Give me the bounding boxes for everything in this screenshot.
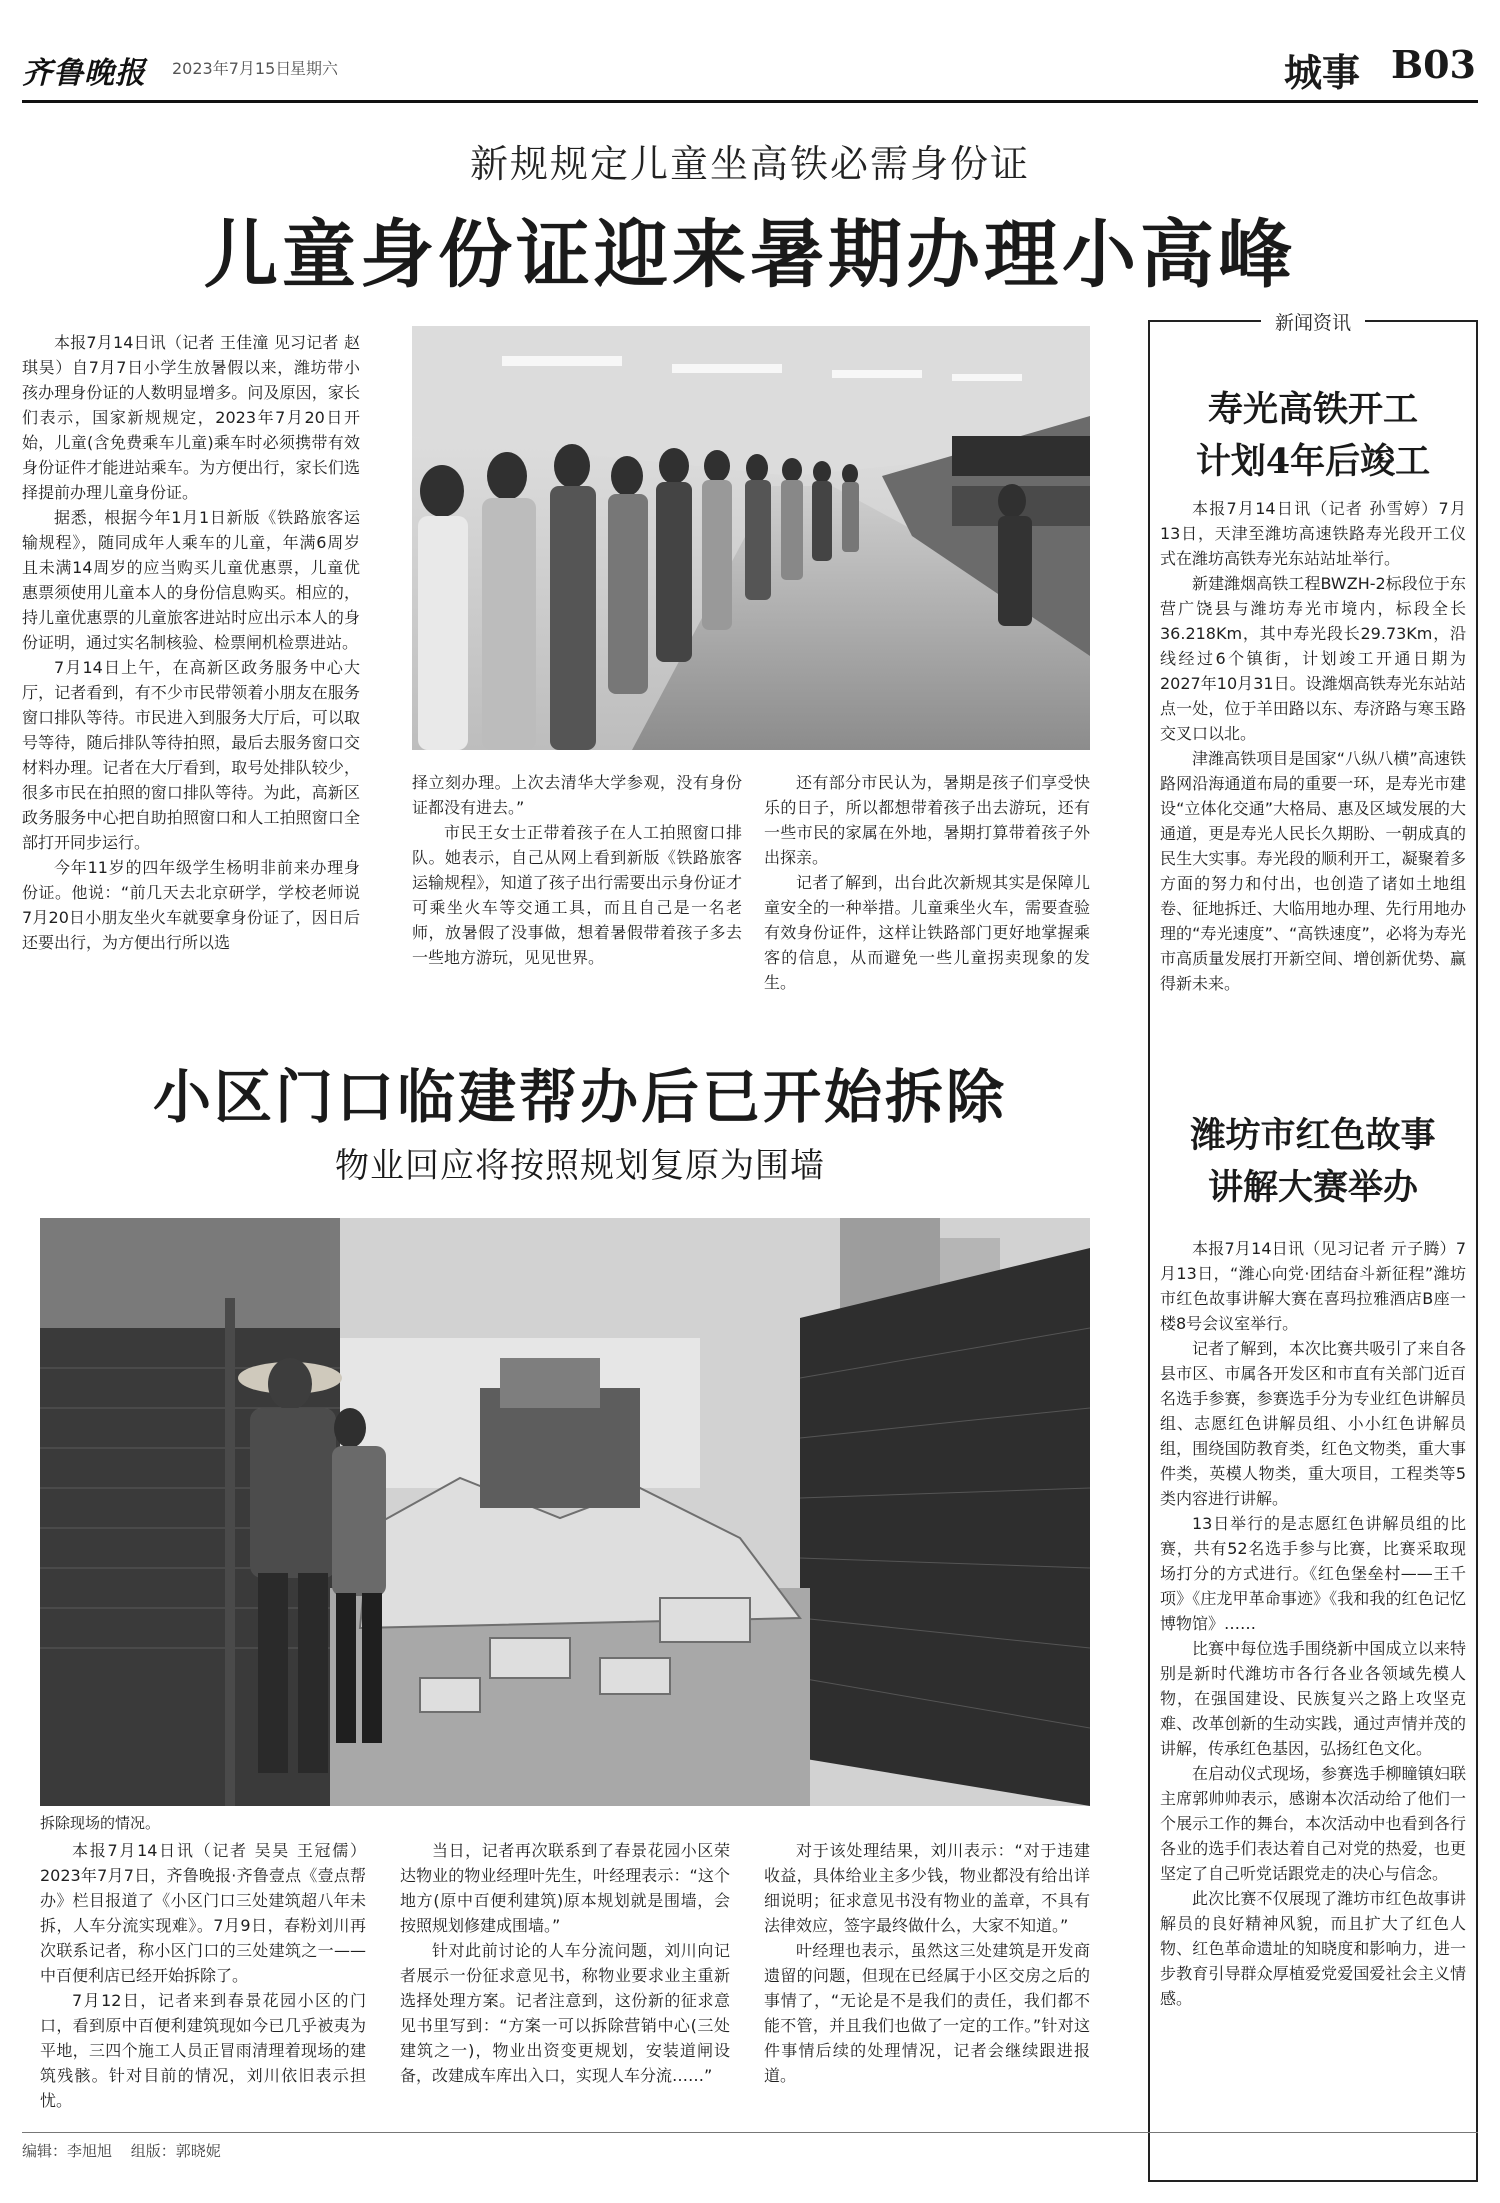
sidebar-item1-para: 津潍高铁项目是国家“八纵八横”高速铁路网沿海通道布局的重要一环，是寿光市建设“立体化交通”大格局、惠及区域发展的大通道，更是寿光人民长久期盼、一朝成真的民生大实事。寿光段的顺利开工，凝聚着多方面的努力和付出，也创造了诸如土地组卷、征地拆迁、大临用地办理、先行用地办理的“寿光速度”、“高铁速度”，必将为寿光市高质量发展打开新空间、增创新优势、赢得新未来。	[1160, 749, 1466, 993]
newspaper-logo: 齐鲁晚报	[22, 56, 146, 91]
sidebar-item1-title-line2: 计划4年后竣工	[1195, 441, 1431, 482]
story2-col2-para: 针对此前讨论的人车分流问题，刘川向记者展示一份征求意见书，称物业要求业主重新选择处理方案。记者注意到，这份新的征求意见书里写到：“方案一可以拆除营销中心(三处建筑之一)，物业出资变更规划，安装道闸设备，改建成车库出入口，实现人车分流……”	[400, 1941, 730, 2085]
story2-col2-para: 当日，记者再次联系到了春景花园小区荣达物业的物业经理叶先生，叶经理表示：“这个地方(原中百便利建筑)原本规划就是围墙，会按照规划修建成围墙。”	[400, 1841, 730, 1935]
story1-column-2	[412, 770, 742, 1030]
story1-column-3	[764, 770, 1090, 1030]
story2-column-1	[40, 1838, 366, 2128]
sidebar-tag-wrap	[1148, 312, 1478, 362]
story2-col1-para: 本报7月14日讯（记者 吴昊 王冠儒）2023年7月7日，齐鲁晚报·齐鲁壹点《壹点帮办》栏目报道了《小区门口三处建筑超八年未拆，人车分流实现难》。7月9日，春粉刘川再次联系记者，称小区门口的三处建筑之一——中百便利店已经开始拆除了。	[40, 1841, 366, 1985]
sidebar-item2-para: 此次比赛不仅展现了潍坊市红色故事讲解员的良好精神风貌，而且扩大了红色人物、红色革命遗址的知晓度和影响力，进一步教育引导群众厚植爱党爱国爱社会主义情感。	[1160, 1889, 1466, 2008]
sidebar-item1-title-line1: 寿光高铁开工	[1207, 389, 1418, 430]
story1-col1-para: 本报7月14日讯（记者 王佳潼 见习记者 赵琪昊）自7月7日小学生放暑假以来，潍坊带小孩办理身份证的人数明显增多。问及原因，家长们表示，国家新规规定，2023年7月20日开始，儿童(含免费乘车儿童)乘车时必须携带有效身份证件才能进站乘车。为方便出行，家长们选择提前办理儿童身份证。	[22, 333, 360, 502]
story1-col2-para: 择立刻办理。上次去清华大学参观，没有身份证都没有进去。”	[412, 773, 742, 817]
sidebar-item2-para: 在启动仪式现场，参赛选手柳瞳镇妇联主席郭帅帅表示，感谢本次活动给了他们一个展示工作的舞台，本次活动中也看到各行各业的选手们表达着自己对党的热爱，也更坚定了自己听党话跟党走的决心与信念。	[1160, 1764, 1466, 1883]
section-name: 城事	[1283, 50, 1360, 95]
story1-col3-para: 记者了解到，出台此次新规其实是保障儿童安全的一种举措。儿童乘坐火车，需要查验有效身份证件，这样让铁路部门更好地掌握乘客的信息，从而避免一些儿童拐卖现象的发生。	[764, 873, 1090, 992]
story1-headline: 儿童身份证迎来暑期办理小高峰	[204, 212, 1296, 298]
demolition-site-photo-illustration	[40, 1218, 1090, 1806]
story1-col1-para: 据悉，根据今年1月1日新版《铁路旅客运输规程》，随同成年人乘车的儿童，年满6周岁且未满14周岁的应当购买儿童优惠票，儿童优惠票须使用儿童本人的身份信息购买。相应的，持儿童优惠票的儿童旅客进站时应出示本人的身份证明，通过实名制核验、检票闸机检票进站。	[22, 508, 360, 652]
story1-col2-para: 市民王女士正带着孩子在人工拍照窗口排队。她表示，自己从网上看到新版《铁路旅客运输规程》，知道了孩子出行需要出示身份证才可乘坐火车等交通工具，而且自己是一名老师，放暑假了没事做，想着暑假带着孩子多去一些地方游玩，见见世界。	[412, 823, 742, 967]
sidebar-item1-para: 本报7月14日讯（记者 孙雪婷）7月13日，天津至潍坊高速铁路寿光段开工仪式在潍坊高铁寿光东站站址举行。	[1160, 499, 1466, 568]
story1-column-1	[22, 330, 360, 1030]
demolition-site-photo	[40, 1218, 1090, 1806]
sidebar-item1-para: 新建潍烟高铁工程BWZH-2标段位于东营广饶县与潍坊寿光市境内，标段全长36.218Km，其中寿光段长29.73Km，沿线经过6个镇街，计划竣工开通日期为2027年10月31日。设潍烟高铁寿光东站站点一处，位于羊田路以东、寿济路与寒玉路交叉口以北。	[1160, 574, 1466, 743]
editor-credit: 编辑：李旭旭	[22, 2142, 113, 2160]
sidebar-item2-para: 记者了解到，本次比赛共吸引了来自各县市区、市属各开发区和市直有关部门近百名选手参赛，参赛选手分为专业红色讲解员组、志愿红色讲解员组、小小红色讲解员组，围绕国防教育类，红色文物类，重大事件类，英模人物类，重大项目，工程类等5类内容进行讲解。	[1160, 1339, 1466, 1508]
sidebar-item1-body	[1160, 496, 1466, 1076]
service-hall-photo-illustration	[412, 326, 1090, 750]
page-footer	[22, 2140, 235, 2161]
footer-rule	[22, 2132, 1478, 2133]
service-hall-photo	[412, 326, 1090, 750]
sidebar-item2-para: 比赛中每位选手围绕新中国成立以来特别是新时代潍坊市各行各业各领域先模人物，在强国建设、民族复兴之路上攻坚克难、改革创新的生动实践，通过声情并茂的讲解，传承红色基因，弘扬红色文化。	[1160, 1639, 1466, 1758]
story1-col1-para: 今年11岁的四年级学生杨明非前来办理身份证。他说：“前几天去北京研学，学校老师说7月20日小朋友坐火车就要拿身份证了，因日后还要出行，为方便出行所以选	[22, 858, 360, 952]
sidebar-item2-para: 本报7月14日讯（见习记者 亓子腾）7月13日，“潍心向党·团结奋斗新征程”潍坊市红色故事讲解大赛在喜玛拉雅酒店B座一楼8号会议室举行。	[1160, 1239, 1466, 1333]
photo-caption: 拆除现场的情况。	[40, 1814, 161, 1832]
page-number: B03	[1391, 42, 1476, 87]
sidebar-item2-para: 13日举行的是志愿红色讲解员组的比赛，共有52名选手参与比赛，比赛采取现场打分的方式进行。《红色堡垒村——王千项》《庄龙甲革命事迹》《我和我的红色记忆博物馆》……	[1160, 1514, 1466, 1633]
story1-col3-para: 还有部分市民认为，暑期是孩子们享受快乐的日子，所以都想带着孩子出去游玩，还有一些市民的家属在外地，暑期打算带着孩子外出探亲。	[764, 773, 1090, 867]
story1-col1-para: 7月14日上午，在高新区政务服务中心大厅，记者看到，有不少市民带领着小朋友在服务窗口排队等待。市民进入到服务大厅后，可以取号等待，随后排队等待拍照，最后去服务窗口交材料办理。记者在大厅看到，取号处排队较少，很多市民在拍照的窗口排队等待。为此，高新区政务服务中心把自助拍照窗口和人工拍照窗口全部打开同步运行。	[22, 658, 360, 852]
story1-kicker: 新规规定儿童坐高铁必需身份证	[469, 142, 1030, 186]
layout-credit: 组版：郭晓妮	[130, 2142, 221, 2160]
sidebar-item1-title	[1148, 384, 1478, 488]
story2-col3-para: 对于该处理结果，刘川表示：“对于违建收益，具体给业主多少钱，物业都没有给出详细说明；征求意见书没有物业的盖章，不具有法律效应，签字最终做什么，大家不知道。”	[764, 1841, 1090, 1935]
masthead	[22, 42, 1478, 102]
story2-column-2	[400, 1838, 730, 2128]
story2-column-3	[764, 1838, 1090, 2128]
story2-col1-para: 7月12日，记者来到春景花园小区的门口，看到原中百便利建筑现如今已几乎被夷为平地，三四个施工人员正冒雨清理着现场的建筑残骸。针对目前的情况，刘川依旧表示担忧。	[40, 1991, 366, 2110]
issue-date: 2023年7月15日	[172, 59, 292, 78]
masthead-rule	[22, 100, 1478, 103]
story2-headline: 小区门口临建帮办后已开始拆除	[152, 1063, 1007, 1131]
issue-weekday: 星期六	[290, 59, 339, 78]
sidebar-item2-title-line1: 潍坊市红色故事	[1190, 1115, 1436, 1156]
story2-col3-para: 叶经理也表示，虽然这三处建筑是开发商遗留的问题，但现在已经属于小区交房之后的事情了，“无论是不是我们的责任，我们都不能不管，并且我们也做了一定的工作。”针对这件事情后续的处理情况，记者会继续跟进报道。	[764, 1941, 1090, 2085]
sidebar-item2-title	[1148, 1110, 1478, 1214]
sidebar-item2-body	[1160, 1236, 1466, 2166]
story2-kicker: 物业回应将按照规划复原为围墙	[335, 1146, 825, 1186]
sidebar-item2-title-line2: 讲解大赛举办	[1207, 1167, 1418, 1208]
sidebar-tag: 新闻资讯	[1261, 308, 1365, 335]
